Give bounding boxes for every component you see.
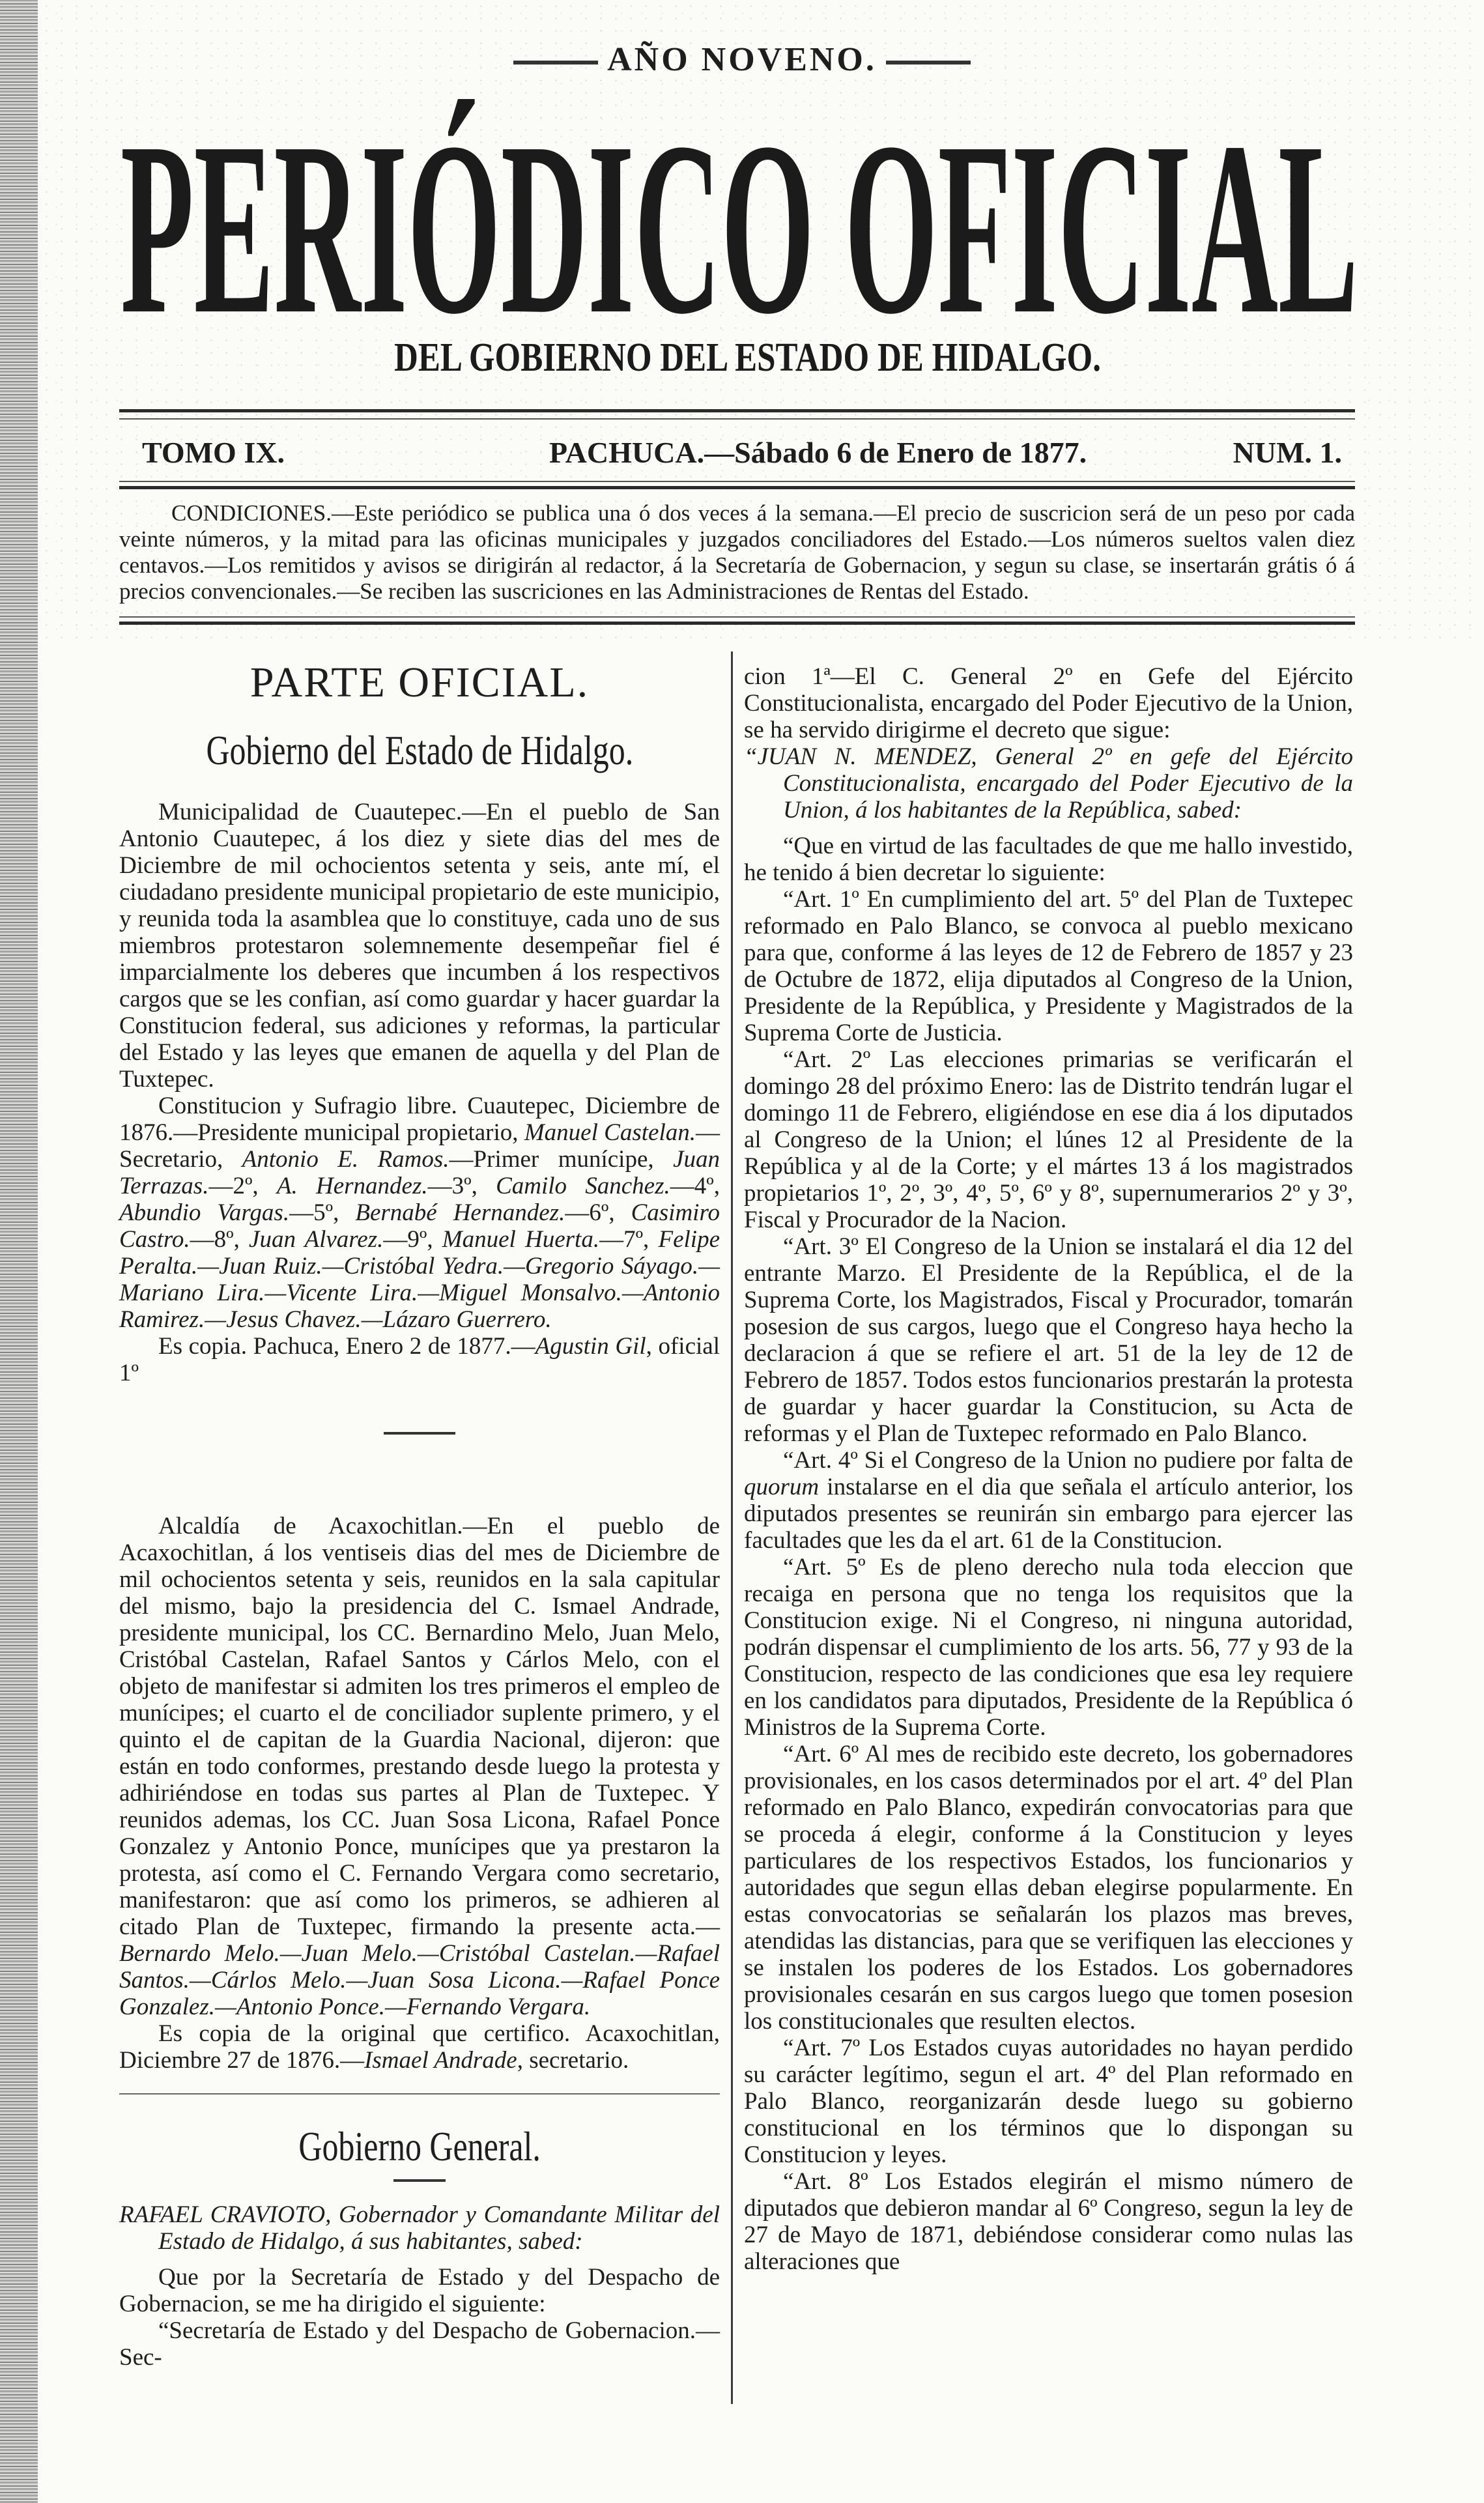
paragraph: [744, 1447, 1353, 1554]
paragraph: [744, 1741, 1353, 2035]
italic-name-run: Casimiro Castro.: [119, 1199, 720, 1253]
paragraph: [744, 1233, 1353, 1447]
italic-name-run: A. Hernandez.: [276, 1173, 428, 1199]
italic-name-run: Manuel Castelan.: [524, 1119, 696, 1146]
text-run: “Art. 3º El Congreso de la Union se instalará el dia 12 del entrante Marzo. El Presidente de la República, el de la Suprema Corte, los Magistrados, Fiscal y Procurador, tomarán posesion de sus cargos, luego que el Congreso haya hecho la declaracion á que se refiere el art. 51 de la ley de 12 de Febrero de 1857. Todos estos funcionarios prestarán la protesta de guardar y hacer guardar la Constitucion, su Acta de reformas y el Plan de Tuxtepec reformado en Palo Blanco.: [744, 1233, 1353, 1447]
paragraph: [744, 663, 1353, 743]
scan-edge-artifact: [0, 0, 38, 2503]
text-run: “Que en virtud de las facultades de que me hallo investido, he tenido á bien decretar lo siguiente:: [744, 833, 1353, 886]
text-run: “Art. 6º Al mes de recibido este decreto, los gobernadores provisionales, en los casos determinados por el art. 4º del Plan reformado en Palo Blanco, expedirán convocatorias para que se proceda á elegir, conforme á la Constitucion y leyes particulares de los respectivos Estados, los funcionarios y autoridades que segun ellas deban elegirse popularmente. En estas convocatorias se señalarán los plazos mas breves, atendidas las distancias, para que se verifiquen las elecciones y se instalen los poderes de los Estados. Los gobernadores provisionales cesarán en sus cargos luego que tomen posesion los constitucionales que resulten electos.: [744, 1741, 1353, 2035]
paragraph: [119, 799, 720, 1093]
cravioto-heading: [119, 2201, 720, 2255]
text-run: “Art. 4º Si el Congreso de la Union no pudiere por falta de: [783, 1447, 1353, 1474]
dateline: [119, 435, 1355, 474]
article-separator: [384, 1432, 455, 1435]
italic-name-run: Manuel Huerta.: [442, 1226, 600, 1253]
ornament-rule: [513, 61, 598, 64]
text-run: —5º,: [289, 1199, 356, 1226]
paragraph: [744, 2168, 1353, 2275]
text-run: —Secretario,: [119, 1119, 720, 1173]
paragraph: [119, 2264, 720, 2317]
italic-name-run: Antonio E. Ramos.: [242, 1146, 449, 1173]
text-run: “Art. 7º Los Estados cuyas autoridades no hayan perdido su carácter legítimo, segun el art. 4º del Plan reformado en Palo Blanco, reorganizarán desde luego su gobierno constitucional en los términos que lo dispongan su Constitucion y leyes.: [744, 2035, 1353, 2168]
text-run: “Art. 1º En cumplimiento del art. 5º del Plan de Tuxtepec reformado en Palo Blanco, se convoca al pueblo mexicano para que, conforme á las leyes de 12 de Febrero de 1857 y 23 de Octubre de 1872, elija diputados al Congreso de la Union, Presidente de la República, y Presidente y Magistrados de la Suprema Corte de Justicia.: [744, 886, 1353, 1046]
paragraph: [744, 1046, 1353, 1233]
general-government-title: [119, 2121, 720, 2173]
section-title: PARTE OFICIAL.: [250, 659, 590, 706]
dateline-rule: [119, 481, 1355, 482]
text-run: —2º,: [208, 1173, 277, 1199]
paragraph: [119, 1513, 720, 2020]
mendez-heading: [744, 743, 1353, 823]
italic-name-run: Felipe Peralta.—Juan Ruiz.—Cristóbal Yedra.—Gregorio Sáyago.—Mariano Lira.—Vicente Lira.—Miguel Monsalvo.—Antonio Ramirez.—Jesus Chavez.—Lázaro Guerrero.: [119, 1226, 720, 1333]
italic-name-run: “JUAN N. MENDEZ, General 2º en gefe del Ejército Constitucionalista, encargado del Poder Ejecutivo de la Union, á los habitantes de la República, sabed:: [744, 743, 1353, 823]
text-run: Es copia. Pachuca, Enero 2 de 1877.—: [158, 1333, 535, 1360]
paragraph: [744, 743, 1353, 823]
subsection-title-text: Gobierno del Estado de Hidalgo.: [206, 727, 633, 773]
paragraph: [744, 833, 1353, 886]
header-rule: [119, 409, 1355, 412]
text-run: —4º,: [670, 1173, 720, 1199]
paragraph: [744, 2035, 1353, 2168]
text-run: —9º,: [383, 1226, 442, 1253]
masthead-subtitle-text: DEL GOBIERNO DEL ESTADO DE HIDALGO.: [394, 336, 1101, 380]
italic-name-run: Juan Alvarez.: [249, 1226, 384, 1253]
dateline-rule: [119, 486, 1355, 489]
acaxochitlan-act: [119, 1513, 720, 2074]
text-run: “Art. 2º Las elecciones primarias se verificarán el domingo 28 del próximo Enero: las de Distrito tendrán lugar el domingo 11 de Febrero, eligiéndose en ese dia á los diputados al Congreso de la Union; el lúnes 12 al Presidente de la República y al de la Corte; y el mártes 13 á los magistrados propietarios 1º, 2º, 3º, 4º, 5º, 6º y 8º, supernumerarios 2º y 3º, Fiscal y Procurador de la Nacion.: [744, 1046, 1353, 1233]
text-run: “Secretaría de Estado y del Despacho de Gobernacion.—Sec-: [119, 2317, 720, 2371]
section-rule: [119, 2093, 720, 2095]
text-run: Es copia de la original que certifico. Acaxochitlan, Diciembre 27 de 1876.—: [119, 2020, 720, 2074]
text-run: —Primer munícipe,: [449, 1146, 674, 1173]
conditions-rule: [119, 622, 1355, 625]
paragraph: [119, 1333, 720, 1386]
masthead-year: [0, 40, 1484, 79]
ornament-rule: [886, 61, 971, 64]
conditions-rule: [119, 616, 1355, 618]
header-rule: [119, 418, 1355, 420]
text-run: “Art. 8º Los Estados elegirán el mismo número de diputados que debieron mandar al 6º Congreso, segun la ley de 27 de Mayo de 1871, debiéndose considerar como nulas las alteraciones que: [744, 2168, 1353, 2275]
paragraph: [119, 2317, 720, 2371]
year-label: AÑO NOVENO.: [607, 41, 877, 78]
italic-name-run: Abundio Vargas.: [119, 1199, 290, 1226]
column-divider: [731, 651, 733, 2404]
italic-name-run: Agustin Gil: [535, 1333, 646, 1360]
paragraph: [744, 886, 1353, 1046]
text-run: Municipalidad de Cuautepec.—En el pueblo de San Antonio Cuautepec, á los diez y siete dias del mes de Diciembre de mil ochocientos setenta y seis, ante mí, el ciudadano presidente municipal propietario de este municipio, y reunida toda la asamblea que lo constituye, cada uno de sus miembros protestaron solemnemente desempeñar fiel é imparcialmente los deberes que incumben á los respectivos cargos que se les confian, así como guardar y hacer guardar la Constitucion federal, sus adiciones y reformas, la particular del Estado y las leyes que emanen de aquella y del Plan de Tuxtepec.: [119, 799, 720, 1093]
paragraph: [744, 1554, 1353, 1741]
subscription-conditions: CONDICIONES.—Este periódico se publica una ó dos veces á la semana.—El precio de suscricion será de un peso por cada veinte números, y la mitad para las oficinas municipales y juzgados conciliadores del Estado.—Los números sueltos valen diez centavos.—Los remitidos y avisos se dirigirán al redactor, á la Secretaría de Gobernacion, y segun su clase, se insertarán grátis ó á precios convencionales.—Se reciben las suscriciones en las Administraciones de Rentas del Estado.: [119, 500, 1355, 604]
text-run: —8º,: [190, 1226, 250, 1253]
text-run: cion 1ª—El C. General 2º en Gefe del Ejército Constitucionalista, encargado del Poder Ejecutivo de la Union, se ha servido dirigirme el decreto que sigue:: [744, 663, 1353, 743]
italic-name-run: Juan Terrazas.: [119, 1146, 721, 1199]
italic-name-run: Bernardo Melo.—Juan Melo.—Cristóbal Castelan.—Rafael Santos.—Cárlos Melo.—Juan Sosa Licona.—Rafael Ponce Gonzalez.—Antonio Ponce.—Fernando Vergara.: [119, 1940, 720, 2020]
text-run: , secretario.: [517, 2047, 629, 2074]
italic-name-run: Camilo Sanchez.: [496, 1173, 670, 1199]
title-rule: [393, 2179, 446, 2182]
text-run: —6º,: [565, 1199, 631, 1226]
general-government-title-text: Gobierno General.: [298, 2123, 541, 2169]
cravioto-decree: [119, 2264, 720, 2371]
italic-name-run: Ismael Andrade: [364, 2047, 517, 2074]
paragraph: [119, 2020, 720, 2074]
volume: TOMO IX.: [142, 436, 285, 469]
italic-name-run: Bernabé Hernandez.: [355, 1199, 565, 1226]
right-column: [744, 663, 1353, 2275]
masthead-subtitle: [391, 329, 1107, 381]
cuautepec-act: [119, 799, 720, 1386]
italic-name-run: quorum: [744, 1474, 820, 1500]
text-run: Constitucion y Sufragio libre. Cuautepec, Diciembre de 1876.—Presidente municipal propietario,: [119, 1093, 720, 1146]
text-run: , oficial 1º: [119, 1333, 720, 1386]
decree-intro: [744, 663, 1353, 743]
paragraph: [119, 1093, 720, 1333]
masthead-title-text: PERIÓDICO OFICIAL: [121, 91, 1358, 365]
text-run: Alcaldía de Acaxochitlan.—En el pueblo de Acaxochitlan, á los ventiseis dias del mes de Diciembre de mil ochocientos setenta y seis, reunidos en la sala capitular del mismo, bajo la presidencia del C. Ismael Andrade, presidente municipal, los CC. Bernardino Melo, Juan Melo, Cristóbal Castelan, Rafael Santos y Cárlos Melo, con el objeto de manifestar si admiten los tres primeros el empleo de munícipes; el cuarto el de conciliador suplente primero, y el quinto el de capitan de la Guardia Nacional, dijeron: que están en todo conformes, prestando desde luego la protesta y adhiriéndose en todas sus partes al Plan de Tuxtepec. Y reunidos ademas, los CC. Juan Sosa Licona, Rafael Ponce Gonzalez y Antonio Ponce, munícipes que ya prestaron la protesta, así como el C. Fernando Vergara como secretario, manifestaron: que así como los primeros, se adhieren al citado Plan de Tuxtepec, firmando la presente acta.—: [119, 1513, 720, 1940]
text-run: “Art. 5º Es de pleno derecho nula toda eleccion que recaiga en persona que no tenga los requisitos que la Constitucion exige. Ni el Congreso, ni ninguna autoridad, podrán dispensar el cumplimiento de los arts. 56, 77 y 93 de la Constitucion, respecto de las condiciones que esa ley requiere en los candidatos para diputados, Presidente de la República ó Ministros de la Suprema Corte.: [744, 1554, 1353, 1741]
place-date: PACHUCA.—Sábado 6 de Enero de 1877.: [549, 436, 1087, 469]
italic-name-run: RAFAEL CRAVIOTO, Gobernador y Comandante Militar del Estado de Hidalgo, á sus habitantes, sabed:: [119, 2201, 720, 2255]
text-run: Que por la Secretaría de Estado y del Despacho de Gobernacion, se me ha dirigido el siguiente:: [119, 2264, 720, 2317]
subsection-title: [119, 724, 720, 777]
issue-number: NUM. 1.: [1233, 436, 1342, 469]
left-column: [119, 645, 720, 2371]
decree-articles: [744, 833, 1353, 2275]
text-run: —3º,: [427, 1173, 496, 1199]
paragraph: [119, 2201, 720, 2255]
text-run: —7º,: [599, 1226, 659, 1253]
text-run: instalarse en el dia que señala el artículo anterior, los diputados presentes se reunirán sin embargo para ejercer las facultades que les da el art. 61 de la Constitucion.: [744, 1474, 1353, 1554]
